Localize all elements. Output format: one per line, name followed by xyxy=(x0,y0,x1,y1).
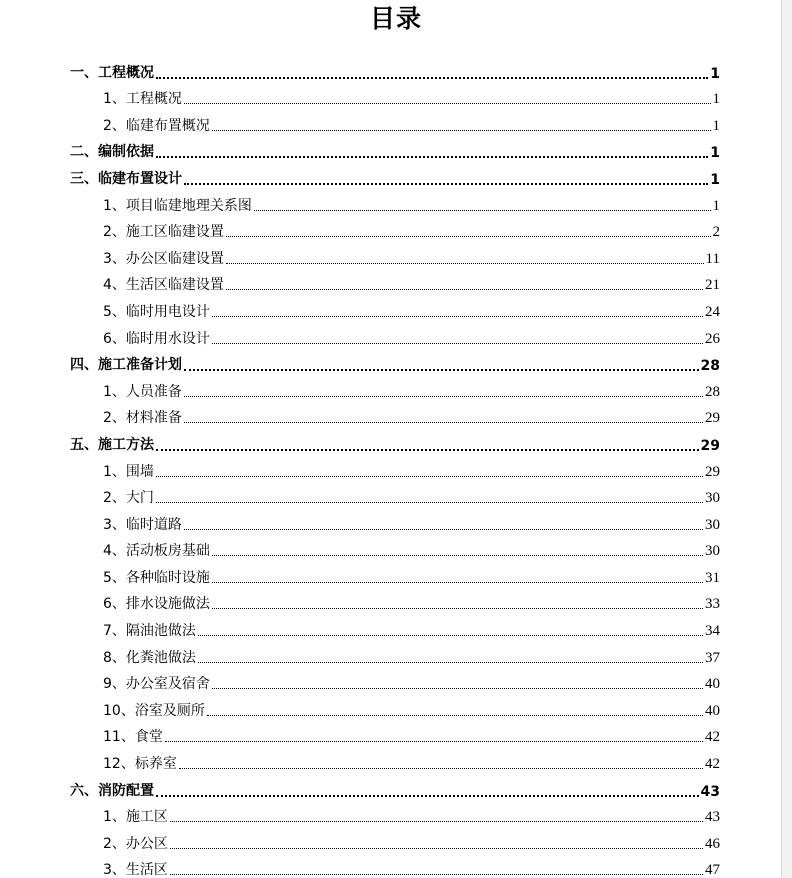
page-edge xyxy=(781,0,792,878)
toc-subsection-entry[interactable] xyxy=(70,109,720,136)
toc-dot-leader xyxy=(184,528,703,530)
toc-page-number: 42 xyxy=(705,729,720,746)
toc-subsection-entry[interactable] xyxy=(70,535,720,562)
toc-entry-label: 5、临时用电设计 xyxy=(103,303,210,320)
toc-section-entry[interactable] xyxy=(70,428,720,455)
toc-page-number: 1 xyxy=(712,91,720,108)
toc-dot-leader xyxy=(184,182,708,185)
toc-dot-leader xyxy=(212,554,703,556)
toc-section-entry[interactable] xyxy=(70,774,720,801)
toc-entry-label: 7、隔油池做法 xyxy=(103,623,196,640)
toc-dot-leader xyxy=(156,794,699,797)
toc-page-number: 33 xyxy=(705,596,720,613)
toc-page-number: 24 xyxy=(705,303,720,320)
toc-entry-label: 9、办公室及宿舍 xyxy=(103,676,210,693)
toc-entry-label: 11、食堂 xyxy=(103,729,163,746)
toc-section-entry[interactable] xyxy=(70,56,720,83)
toc-dot-leader xyxy=(170,873,703,875)
toc-entry-label: 8、化粪池做法 xyxy=(103,649,196,666)
toc-entry-label: 3、临时道路 xyxy=(103,516,182,533)
toc-subsection-entry[interactable] xyxy=(70,402,720,429)
toc-subsection-entry[interactable] xyxy=(70,295,720,322)
toc-page-number: 29 xyxy=(705,410,720,427)
toc-subsection-entry[interactable] xyxy=(70,269,720,296)
toc-entry-label: 6、排水设施做法 xyxy=(103,596,210,613)
toc-page-number: 30 xyxy=(705,516,720,533)
toc-page-number: 1 xyxy=(710,65,720,82)
toc-subsection-entry[interactable] xyxy=(70,83,720,110)
toc-dot-leader xyxy=(198,634,703,636)
toc-subsection-entry[interactable] xyxy=(70,747,720,774)
toc-page-number: 29 xyxy=(705,463,720,480)
toc-dot-leader xyxy=(254,209,711,211)
toc-subsection-entry[interactable] xyxy=(70,322,720,349)
toc-entry-label: 1、工程概况 xyxy=(103,91,182,108)
toc-dot-leader xyxy=(156,501,703,503)
toc-subsection-entry[interactable] xyxy=(70,189,720,216)
toc-page-number: 28 xyxy=(700,358,720,375)
toc-section-entry[interactable] xyxy=(70,162,720,189)
toc-entry-label: 六、消防配置 xyxy=(70,782,154,799)
toc-page-number: 1 xyxy=(712,197,720,214)
toc-entry-label: 1、围墙 xyxy=(103,463,154,480)
toc-page-number: 43 xyxy=(705,809,720,826)
toc-subsection-entry[interactable] xyxy=(70,588,720,615)
toc-dot-leader xyxy=(212,315,703,317)
toc-subsection-entry[interactable] xyxy=(70,242,720,269)
toc-entry-label: 三、临建布置设计 xyxy=(70,170,182,187)
toc-subsection-entry[interactable] xyxy=(70,561,720,588)
toc-subsection-entry[interactable] xyxy=(70,801,720,828)
toc-page-number: 40 xyxy=(705,702,720,719)
toc-page-number: 28 xyxy=(705,383,720,400)
toc-dot-leader xyxy=(212,607,703,609)
toc-subsection-entry[interactable] xyxy=(70,614,720,641)
toc-dot-leader xyxy=(226,235,711,237)
toc-dot-leader xyxy=(212,581,703,583)
toc-dot-leader xyxy=(156,448,699,451)
toc-page-number: 40 xyxy=(705,676,720,693)
toc-subsection-entry[interactable] xyxy=(70,694,720,721)
toc-entry-label: 10、浴室及厕所 xyxy=(103,702,205,719)
toc-entry-label: 1、人员准备 xyxy=(103,383,182,400)
toc-dot-leader xyxy=(212,129,711,131)
toc-page-number: 30 xyxy=(705,543,720,560)
toc-page-number: 1 xyxy=(710,145,720,162)
toc-entry-label: 2、办公区 xyxy=(103,835,168,852)
toc-page-number: 30 xyxy=(705,490,720,507)
toc-section-entry[interactable] xyxy=(70,136,720,163)
toc-page-number: 11 xyxy=(705,250,720,267)
toc-dot-leader xyxy=(165,740,703,742)
toc-dot-leader xyxy=(156,155,708,158)
toc-entry-label: 3、办公区临建设置 xyxy=(103,250,224,267)
toc-dot-leader xyxy=(170,820,703,822)
toc-dot-leader xyxy=(170,847,703,849)
toc-dot-leader xyxy=(179,767,703,769)
toc-entry-label: 4、活动板房基础 xyxy=(103,543,210,560)
toc-entry-label: 2、临建布置概况 xyxy=(103,117,210,134)
toc-dot-leader xyxy=(184,102,711,104)
toc-dot-leader xyxy=(207,714,703,716)
toc-page-number: 21 xyxy=(705,277,720,294)
toc-subsection-entry[interactable] xyxy=(70,854,720,878)
toc-page-number: 29 xyxy=(700,437,720,454)
toc-subsection-entry[interactable] xyxy=(70,508,720,535)
toc-page-number: 26 xyxy=(705,330,720,347)
toc-section-entry[interactable] xyxy=(70,349,720,376)
toc-dot-leader xyxy=(226,288,703,290)
toc-page-number: 46 xyxy=(705,835,720,852)
toc-page-number: 47 xyxy=(705,862,720,878)
toc-entry-label: 2、施工区临建设置 xyxy=(103,224,224,241)
toc-page-number: 42 xyxy=(705,756,720,773)
toc-page-number: 43 xyxy=(700,783,720,800)
toc-entry-label: 2、材料准备 xyxy=(103,410,182,427)
toc-entry-label: 1、项目临建地理关系图 xyxy=(103,197,252,214)
toc-subsection-entry[interactable] xyxy=(70,482,720,509)
toc-subsection-entry[interactable] xyxy=(70,455,720,482)
toc-subsection-entry[interactable] xyxy=(70,216,720,243)
toc-dot-leader xyxy=(212,687,703,689)
toc-page-number: 1 xyxy=(712,117,720,134)
toc-entry-label: 1、施工区 xyxy=(103,809,168,826)
toc-title: 目录 xyxy=(369,4,422,33)
toc-page-number: 31 xyxy=(705,569,720,586)
toc-entry-label: 3、生活区 xyxy=(103,862,168,878)
toc-entry-label: 12、标养室 xyxy=(103,756,177,773)
toc-page-number: 34 xyxy=(705,623,720,640)
toc-page-number: 1 xyxy=(710,171,720,188)
toc-subsection-entry[interactable] xyxy=(70,668,720,695)
toc-page-number: 37 xyxy=(705,649,720,666)
toc-entry-label: 5、各种临时设施 xyxy=(103,569,210,586)
toc-dot-leader xyxy=(156,475,703,477)
toc-dot-leader xyxy=(184,421,703,423)
toc-dot-leader xyxy=(226,262,704,264)
toc-subsection-entry[interactable] xyxy=(70,641,720,668)
toc-dot-leader xyxy=(184,368,699,371)
toc-dot-leader xyxy=(198,661,703,663)
table-of-contents xyxy=(70,56,720,878)
toc-page-number: 2 xyxy=(712,224,720,241)
toc-entry-label: 4、生活区临建设置 xyxy=(103,277,224,294)
toc-subsection-entry[interactable] xyxy=(70,827,720,854)
toc-dot-leader xyxy=(212,342,703,344)
toc-entry-label: 五、施工方法 xyxy=(70,436,154,453)
toc-dot-leader xyxy=(156,76,708,79)
toc-entry-label: 一、工程概况 xyxy=(70,64,154,81)
toc-dot-leader xyxy=(184,395,703,397)
toc-subsection-entry[interactable] xyxy=(70,375,720,402)
toc-subsection-entry[interactable] xyxy=(70,721,720,748)
toc-entry-label: 6、临时用水设计 xyxy=(103,330,210,347)
toc-entry-label: 二、编制依据 xyxy=(70,144,154,161)
toc-entry-label: 2、大门 xyxy=(103,490,154,507)
toc-entry-label: 四、施工准备计划 xyxy=(70,357,182,374)
